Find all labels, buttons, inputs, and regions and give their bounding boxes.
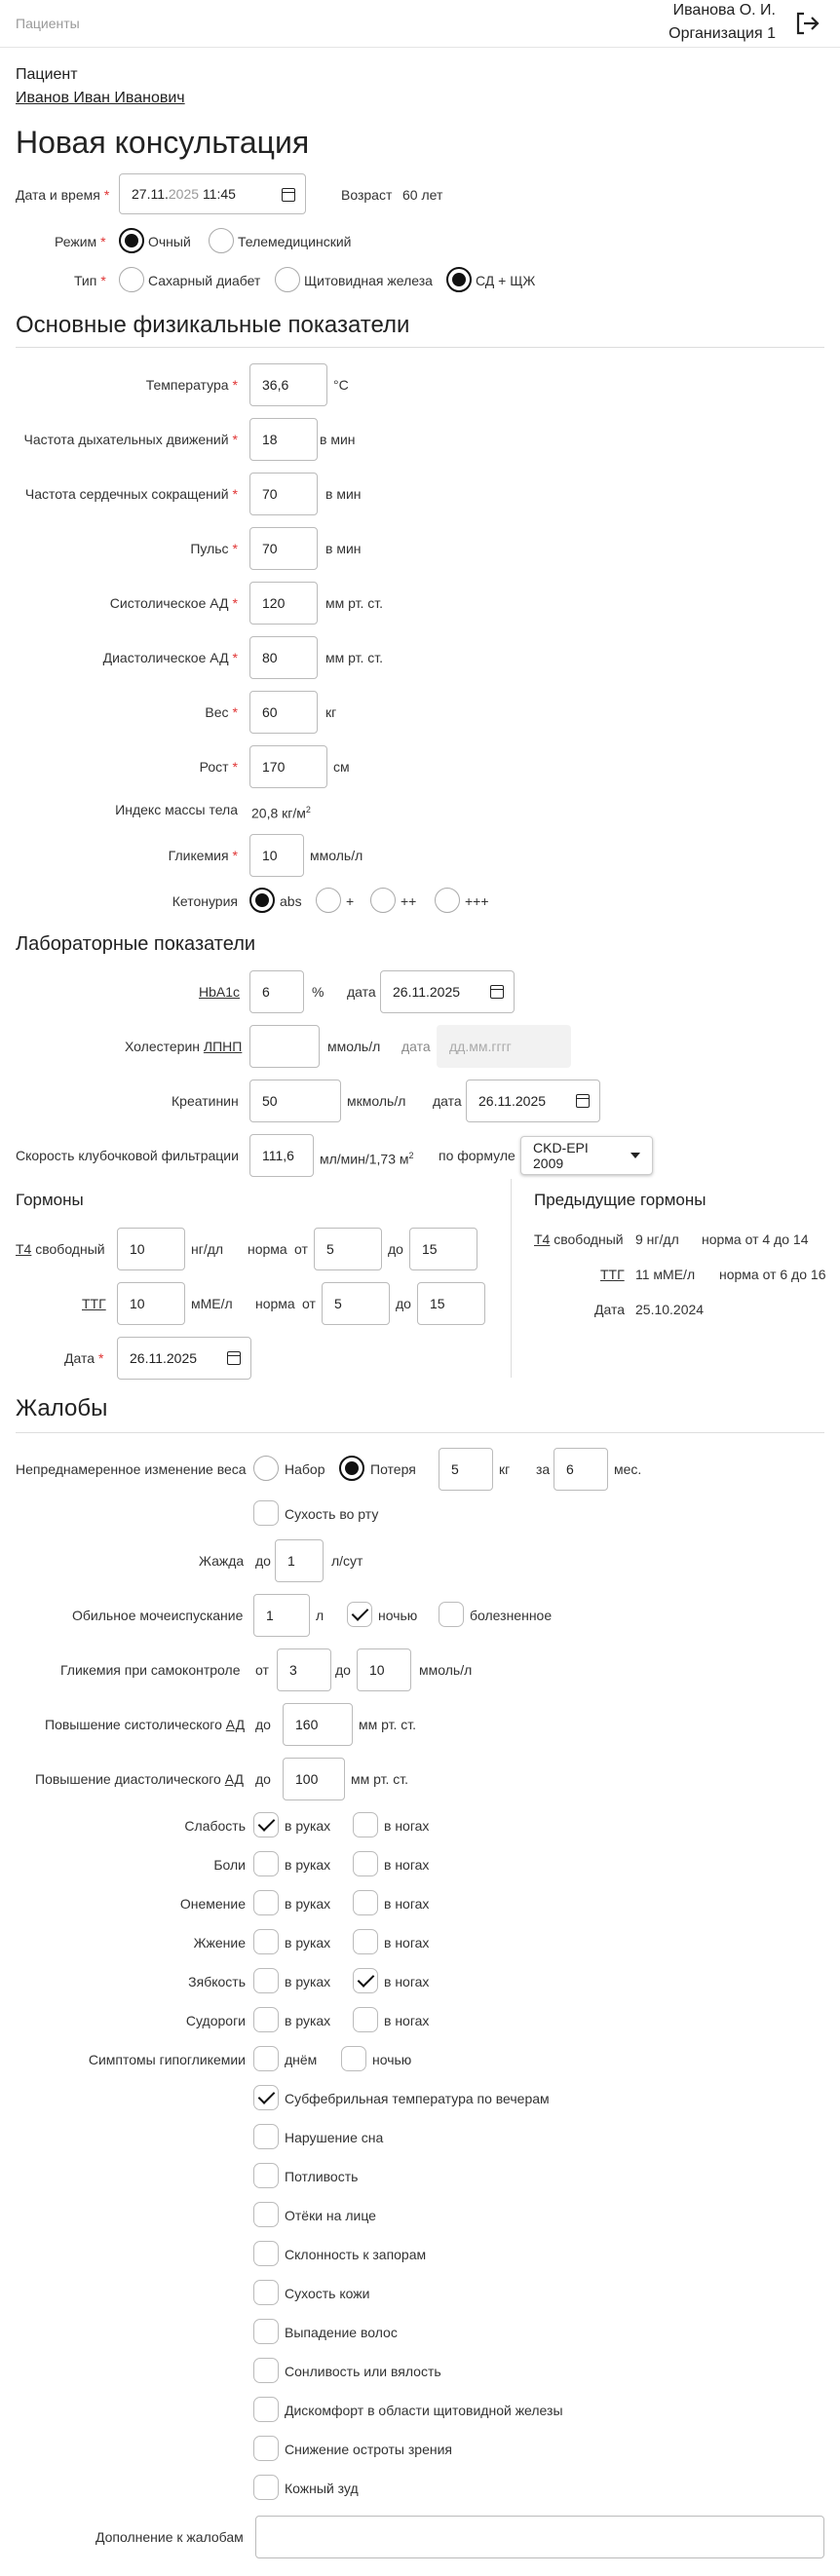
creatinine-date-input[interactable]: 26.11.2025: [466, 1080, 600, 1122]
complaint-row-label: Жжение: [193, 1935, 246, 1951]
user-name: Иванова О. И.: [672, 2, 776, 19]
checkbox-label: в ногах: [384, 1935, 430, 1951]
logout-icon[interactable]: [793, 10, 821, 37]
section-title-vitals: Основные физикальные показатели: [16, 312, 410, 338]
checkbox-label: Сухость во рту: [285, 1506, 379, 1522]
t4-norm-from-input[interactable]: 5: [314, 1228, 382, 1270]
complaint-row-label: Онемение: [179, 1896, 246, 1912]
systolic-rise-label: Повышение систолического АД: [45, 1717, 246, 1732]
hba1c-input[interactable]: 6: [249, 970, 304, 1013]
complaint-checkbox[interactable]: [353, 1968, 378, 1993]
prev-t4-label: Т4 свободный: [534, 1231, 624, 1247]
self-glycemia-unit: ммоль/л: [419, 1662, 473, 1678]
ketonuria-label: Кетонурия: [172, 893, 238, 909]
t4-unit: нг/дл: [191, 1241, 224, 1257]
checkbox-label: в ногах: [384, 1818, 430, 1834]
diastolic-rise-input[interactable]: 100: [283, 1758, 345, 1800]
mode-option-label: Очный: [148, 234, 191, 249]
gfr-label: Скорость клубочковой фильтрации: [16, 1148, 239, 1163]
weight-option-label: Набор: [285, 1461, 325, 1477]
vital-unit: в мин: [325, 486, 362, 502]
checkbox-label: Выпадение волос: [285, 2325, 398, 2340]
gfr-unit: мл/мин/1,73 $м^2$: [320, 1151, 414, 1167]
section-divider: [16, 347, 824, 348]
gfr-formula-select[interactable]: CKD-EPI 2009: [520, 1136, 653, 1175]
t4-to-label: до: [388, 1241, 403, 1257]
ldl-unit: ммоль/л: [327, 1039, 381, 1054]
hormones-title: Гормоны: [16, 1191, 84, 1209]
prev-date-label: Дата: [594, 1302, 626, 1317]
height-input[interactable]: 170: [249, 745, 327, 788]
glycemia-label: Гликемия *: [168, 848, 238, 863]
systolic-rise-unit: мм рт. ст.: [359, 1717, 417, 1732]
checkbox-label: в ногах: [384, 1974, 430, 1989]
complaint-checkbox[interactable]: [353, 2007, 378, 2032]
ketonuria-option-label: +++: [465, 893, 489, 909]
prev-t4-value: 9 нг/дл: [635, 1231, 679, 1247]
datetime-label: Дата и время *: [16, 187, 110, 203]
systolic-input[interactable]: 120: [249, 582, 318, 625]
diastolic-rise-unit: мм рт. ст.: [351, 1771, 409, 1787]
complaint-row-label: Слабость: [184, 1818, 246, 1834]
complaint-checkbox[interactable]: [253, 2436, 279, 2461]
chevron-down-icon: [630, 1153, 640, 1158]
type-radio-diabetes[interactable]: [119, 267, 144, 292]
complaint-checkbox[interactable]: [253, 1929, 279, 1954]
complaint-checkbox[interactable]: [253, 1851, 279, 1876]
checkbox-label: в руках: [285, 1857, 331, 1873]
tsh-norm-label: норма: [255, 1296, 295, 1311]
mode-label: Режим *: [55, 234, 106, 249]
vital-label: Диастолическое АД *: [102, 650, 238, 665]
polyuria-night-checkbox[interactable]: [347, 1602, 372, 1627]
diastolic-rise-label: Повышение диастолического АД: [35, 1771, 245, 1787]
polyuria-painful-checkbox[interactable]: [439, 1602, 464, 1627]
ketonuria-option-label: abs: [280, 893, 302, 909]
complaint-checkbox[interactable]: [341, 2046, 366, 2071]
complaint-row-label: Боли: [213, 1857, 246, 1873]
temperature-input[interactable]: 36,6: [249, 363, 327, 406]
systolic-rise-input[interactable]: 160: [283, 1703, 353, 1746]
hba1c-unit: %: [312, 984, 325, 1000]
prev-tsh-norm: норма от 6 до 16: [719, 1267, 826, 1282]
polyuria-input[interactable]: 1: [253, 1594, 310, 1637]
vital-unit: см: [333, 759, 350, 775]
complaint-checkbox[interactable]: [253, 2358, 279, 2383]
calendar-icon[interactable]: [490, 985, 504, 999]
hba1c-date-input[interactable]: 26.11.2025: [380, 970, 515, 1013]
mode-radio-ochny[interactable]: [119, 228, 144, 253]
thirst-label: Жажда: [199, 1553, 245, 1569]
header-divider: [0, 47, 840, 48]
type-label: Тип *: [74, 273, 106, 288]
complaint-checkbox[interactable]: [253, 1968, 279, 1993]
vital-unit: в мин: [320, 432, 356, 447]
weight-change-label: Непреднамеренное изменение веса: [16, 1461, 247, 1477]
ketonuria-radio-abs[interactable]: [249, 888, 275, 913]
checkbox-label: в руках: [285, 1935, 331, 1951]
thirst-upto-label: до: [255, 1553, 271, 1569]
section-title-lab: Лабораторные показатели: [16, 933, 256, 955]
vital-unit: в мин: [325, 541, 362, 556]
weight-months-unit: мес.: [614, 1461, 642, 1477]
thirst-input[interactable]: 1: [275, 1539, 324, 1582]
vital-label: Частота дыхательных движений *: [23, 432, 238, 447]
complaint-checkbox[interactable]: [253, 2202, 279, 2227]
complaint-checkbox[interactable]: [253, 2397, 279, 2422]
complaints-extra-label: Дополнение к жалобам: [95, 2529, 244, 2545]
vital-unit: мм рт. ст.: [325, 595, 384, 611]
prev-date-value: 25.10.2024: [635, 1302, 705, 1317]
prev-tsh-value: 11 мМЕ/л: [635, 1267, 696, 1282]
checkbox-label: в ногах: [384, 1896, 430, 1912]
tsh-label: ТТГ: [82, 1296, 106, 1311]
dry-mouth-checkbox[interactable]: [253, 1500, 279, 1526]
hba1c-date-label: дата: [347, 984, 376, 1000]
vital-label: Рост *: [199, 759, 238, 775]
checkbox-label: в ногах: [384, 2013, 430, 2028]
checkbox-label: в ногах: [384, 1857, 430, 1873]
checkbox-label: в руках: [285, 1974, 331, 1989]
datetime-input[interactable]: 27.11. 2025 11:45: [119, 173, 306, 214]
t4-label: Т4 свободный: [16, 1241, 105, 1257]
self-glycemia-from-input[interactable]: 3: [277, 1648, 331, 1691]
ketonuria-option-label: ++: [401, 893, 417, 909]
vital-label: Частота сердечных сокращений *: [24, 486, 238, 502]
complaint-checkbox[interactable]: [253, 2124, 279, 2149]
creatinine-date-label: дата: [433, 1093, 462, 1109]
ldl-label: Холестерин ЛПНП: [125, 1039, 243, 1054]
ketonuria-radio-2plus[interactable]: [370, 888, 396, 913]
systolic-rise-upto-label: до: [255, 1717, 271, 1732]
complaint-checkbox[interactable]: [253, 2280, 279, 2305]
gfr-input[interactable]: 111,6: [249, 1134, 314, 1177]
section-title-complaints: Жалобы: [16, 1395, 108, 1421]
glycemia-input[interactable]: 10: [249, 834, 304, 877]
checkbox-label: в руках: [285, 1896, 331, 1912]
page-title: Новая консультация: [16, 125, 310, 160]
pulse-input[interactable]: 70: [249, 527, 318, 570]
tsh-to-label: до: [396, 1296, 411, 1311]
complaint-checkbox[interactable]: [353, 1851, 378, 1876]
polyuria-label: Обильное мочеиспускание: [72, 1608, 244, 1623]
weight-for-label: за: [536, 1461, 551, 1477]
heart-rate-input[interactable]: 70: [249, 473, 318, 515]
type-radio-combined[interactable]: [446, 267, 472, 292]
weight-radio-gain[interactable]: [253, 1456, 279, 1481]
ldl-date-label: дата: [401, 1039, 431, 1054]
tsh-from-label: от: [302, 1296, 316, 1311]
tsh-input[interactable]: 10: [117, 1282, 185, 1325]
vital-label: Вес *: [205, 704, 238, 720]
weight-change-input[interactable]: 5: [439, 1448, 493, 1491]
weight-change-unit: кг: [499, 1461, 511, 1477]
checkbox-label: в руках: [285, 1818, 331, 1834]
complaint-checkbox[interactable]: [253, 2085, 279, 2110]
complaint-checkbox[interactable]: [253, 2007, 279, 2032]
patient-name-link[interactable]: Иванов Иван Иванович: [16, 90, 185, 106]
complaint-row-label: Симптомы гипогликемии: [88, 2052, 246, 2067]
vital-unit: ммоль/л: [310, 848, 363, 863]
weight-months-input[interactable]: 6: [554, 1448, 608, 1491]
tsh-norm-from-input[interactable]: 5: [322, 1282, 390, 1325]
checkbox-label: Сухость кожи: [285, 2286, 370, 2301]
calendar-icon[interactable]: [282, 188, 295, 202]
resp-rate-input[interactable]: 18: [249, 418, 318, 461]
t4-norm-to-input[interactable]: 15: [409, 1228, 477, 1270]
complaint-checkbox[interactable]: [253, 1812, 279, 1837]
gfr-formula-label: по формуле: [439, 1148, 515, 1163]
checkbox-label: болезненное: [470, 1608, 553, 1623]
complaint-checkbox[interactable]: [253, 2241, 279, 2266]
complaint-checkbox[interactable]: [253, 1890, 279, 1915]
checkbox-label: Склонность к запорам: [285, 2247, 427, 2262]
complaint-checkbox[interactable]: [253, 2046, 279, 2071]
complaint-row-label: Судороги: [185, 2013, 246, 2028]
hormones-divider: [511, 1179, 512, 1378]
weight-input[interactable]: 60: [249, 691, 318, 734]
checkbox-label: Нарушение сна: [285, 2130, 384, 2145]
checkbox-label: Отёки на лице: [285, 2208, 376, 2223]
type-radio-thyroid[interactable]: [275, 267, 300, 292]
section-divider: [16, 1432, 824, 1433]
checkbox-label: в руках: [285, 2013, 331, 2028]
type-option-label: Сахарный диабет: [148, 273, 261, 288]
self-glycemia-from-label: от: [255, 1662, 269, 1678]
checkbox-label: Кожный зуд: [285, 2481, 359, 2496]
diastolic-input[interactable]: 80: [249, 636, 318, 679]
weight-radio-loss[interactable]: [339, 1456, 364, 1481]
checkbox-label: Дискомфорт в области щитовидной железы: [285, 2403, 563, 2418]
self-glycemia-label: Гликемия при самоконтроле: [60, 1662, 241, 1678]
bmi-value: 20,8 $кг/м^2$: [251, 805, 311, 821]
mode-option-label: Телемедицинский: [238, 234, 352, 249]
complaint-checkbox[interactable]: [253, 2163, 279, 2188]
complaint-checkbox[interactable]: [253, 2475, 279, 2500]
complaints-extra-input[interactable]: [255, 2516, 824, 2558]
prev-tsh-label: ТТГ: [600, 1267, 625, 1282]
mode-radio-tele[interactable]: [209, 228, 234, 253]
vital-label: Температура *: [145, 377, 238, 393]
vital-unit: мм рт. ст.: [325, 650, 384, 665]
checkbox-label: днём: [285, 2052, 318, 2067]
type-option-label: СД + ЩЖ: [476, 273, 536, 288]
nav-patients-link[interactable]: Пациенты: [16, 16, 80, 31]
complaint-row-label: Зябкость: [188, 1974, 246, 1989]
vital-label: Систолическое АД *: [109, 595, 238, 611]
ketonuria-option-label: +: [346, 893, 355, 909]
creatinine-input[interactable]: 50: [249, 1080, 341, 1122]
tsh-unit: мМЕ/л: [191, 1296, 233, 1311]
age-label: Возраст: [341, 187, 393, 203]
self-glycemia-to-input[interactable]: 10: [357, 1648, 411, 1691]
checkbox-label: Потливость: [285, 2169, 359, 2184]
t4-norm-label: норма: [248, 1241, 287, 1257]
weight-option-label: Потеря: [370, 1461, 416, 1477]
ldl-input[interactable]: [249, 1025, 320, 1068]
organization-name: Организация 1: [668, 25, 776, 42]
calendar-icon[interactable]: [227, 1351, 241, 1365]
hormones-date-input[interactable]: 26.11.2025: [117, 1337, 251, 1380]
vital-label: Пульс *: [190, 541, 238, 556]
ketonuria-radio-plus[interactable]: [316, 888, 341, 913]
hba1c-label: HbA1c: [199, 984, 241, 1000]
checkbox-label: Снижение остроты зрения: [285, 2442, 452, 2457]
prev-hormones-title: Предыдущие гормоны: [534, 1191, 706, 1209]
ldl-date-input[interactable]: дд.мм.гггг: [437, 1025, 571, 1068]
diastolic-rise-upto-label: до: [255, 1771, 271, 1787]
thirst-unit: л/сут: [331, 1553, 363, 1569]
patient-label: Пациент: [16, 66, 78, 83]
prev-t4-norm: норма от 4 до 14: [702, 1231, 809, 1247]
creatinine-label: Креатинин: [172, 1093, 239, 1109]
t4-from-label: от: [294, 1241, 308, 1257]
hormones-date-label: Дата *: [64, 1350, 104, 1366]
checkbox-label: Сонливость или вялость: [285, 2364, 441, 2379]
vital-unit: °C: [333, 377, 349, 393]
polyuria-unit: л: [316, 1608, 325, 1623]
complaint-checkbox[interactable]: [253, 2319, 279, 2344]
complaint-checkbox[interactable]: [353, 1812, 378, 1837]
checkbox-label: Субфебрильная температура по вечерам: [285, 2091, 550, 2106]
creatinine-unit: мкмоль/л: [347, 1093, 406, 1109]
t4-input[interactable]: 10: [117, 1228, 185, 1270]
bmi-label: Индекс массы тела: [115, 802, 238, 817]
checkbox-label: ночью: [378, 1608, 418, 1623]
ketonuria-radio-3plus[interactable]: [435, 888, 460, 913]
type-option-label: Щитовидная железа: [304, 273, 433, 288]
calendar-icon[interactable]: [576, 1094, 590, 1108]
complaint-checkbox[interactable]: [353, 1890, 378, 1915]
complaint-checkbox[interactable]: [353, 1929, 378, 1954]
self-glycemia-to-label: до: [335, 1662, 351, 1678]
tsh-norm-to-input[interactable]: 15: [417, 1282, 485, 1325]
vital-unit: кг: [325, 704, 337, 720]
age-value: 60 лет: [402, 187, 443, 203]
checkbox-label: ночью: [372, 2052, 412, 2067]
